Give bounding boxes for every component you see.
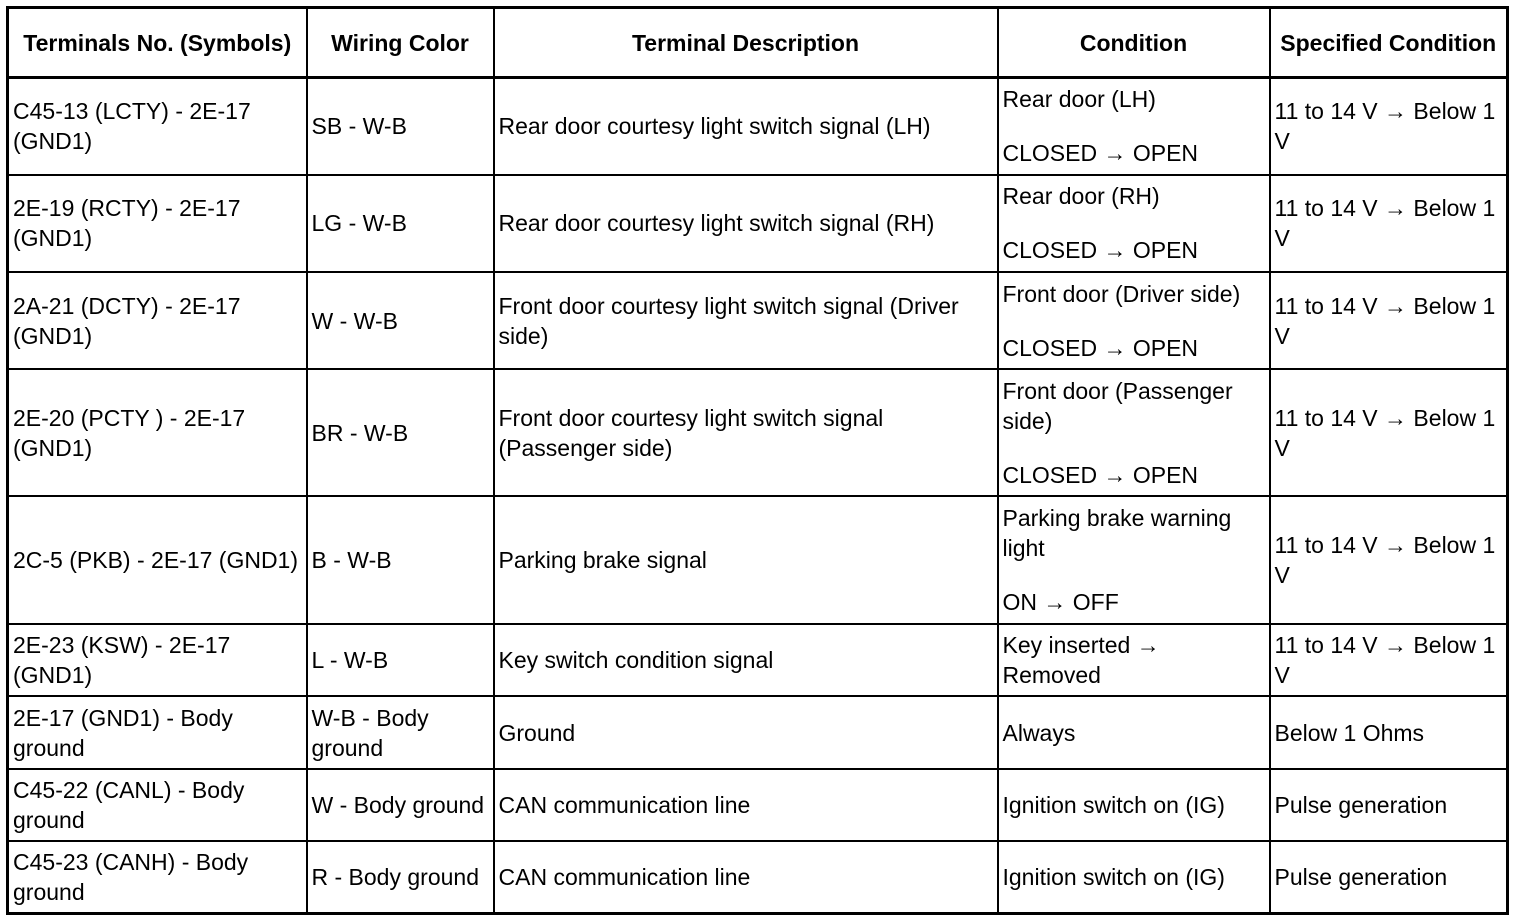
condition-change: CLOSED → OPEN <box>1002 461 1199 488</box>
condition-change: CLOSED → OPEN <box>1002 334 1199 361</box>
condition-item: Parking brake warning light <box>1002 505 1232 562</box>
description-cell: Rear door courtesy light switch signal (RH) <box>494 175 998 272</box>
header-wiring-color: Wiring Color <box>307 8 494 78</box>
table-row <box>8 78 1508 175</box>
table-row <box>8 769 1508 841</box>
specified-cell: Below 1 Ohms <box>1270 696 1508 769</box>
condition-cell: Key inserted → Removed <box>998 624 1270 696</box>
specified-cell: 11 to 14 V → Below 1 V <box>1270 78 1508 175</box>
wiring-cell: R - Body ground <box>307 841 494 913</box>
condition-cell: Ignition switch on (IG) <box>998 841 1270 913</box>
condition-cell <box>998 496 1270 623</box>
description-cell: Ground <box>494 696 998 769</box>
wiring-cell: BR - W-B <box>307 369 494 496</box>
condition-cell <box>998 369 1270 496</box>
specified-cell: 11 to 14 V → Below 1 V <box>1270 175 1508 272</box>
table-row <box>8 696 1508 769</box>
terminal-cell: 2C-5 (PKB) - 2E-17 (GND1) <box>8 496 307 623</box>
description-cell: Front door courtesy light switch signal (Driver side) <box>494 272 998 369</box>
table-row <box>8 272 1508 369</box>
description-cell: Rear door courtesy light switch signal (LH) <box>494 78 998 175</box>
terminal-cell: C45-13 (LCTY) - 2E-17 (GND1) <box>8 78 307 175</box>
header-terminal: Terminals No. (Symbols) <box>8 8 307 78</box>
condition-change: CLOSED → OPEN <box>1002 140 1199 167</box>
wiring-cell: B - W-B <box>307 496 494 623</box>
description-cell: CAN communication line <box>494 841 998 913</box>
specified-cell: Pulse generation <box>1270 769 1508 841</box>
description-cell: Front door courtesy light switch signal (Passenger side) <box>494 369 998 496</box>
terminal-cell: C45-23 (CANH) - Body ground <box>8 841 307 913</box>
terminal-cell: 2E-23 (KSW) - 2E-17 (GND1) <box>8 624 307 696</box>
header-specified-condition: Specified Condition <box>1270 8 1508 78</box>
condition-item: Front door (Driver side) <box>1002 280 1241 307</box>
condition-change: CLOSED → OPEN <box>1002 237 1199 264</box>
condition-cell <box>998 272 1270 369</box>
table-row <box>8 496 1508 623</box>
wiring-cell: SB - W-B <box>307 78 494 175</box>
condition-change: ON → OFF <box>1002 589 1119 616</box>
specified-cell: 11 to 14 V → Below 1 V <box>1270 272 1508 369</box>
description-cell: Parking brake signal <box>494 496 998 623</box>
wiring-cell: W-B - Body ground <box>307 696 494 769</box>
terminal-cell: 2E-19 (RCTY) - 2E-17 (GND1) <box>8 175 307 272</box>
wiring-cell: L - W-B <box>307 624 494 696</box>
specified-cell: 11 to 14 V → Below 1 V <box>1270 496 1508 623</box>
header-terminal-description: Terminal Description <box>494 8 998 78</box>
condition-cell <box>998 78 1270 175</box>
terminal-cell: 2E-20 (PCTY ) - 2E-17 (GND1) <box>8 369 307 496</box>
table-row <box>8 624 1508 696</box>
terminal-spec-table <box>6 6 1509 915</box>
terminal-cell: 2E-17 (GND1) - Body ground <box>8 696 307 769</box>
table-row <box>8 841 1508 913</box>
wiring-cell: LG - W-B <box>307 175 494 272</box>
header-condition: Condition <box>998 8 1270 78</box>
condition-cell: Always <box>998 696 1270 769</box>
specified-cell: 11 to 14 V → Below 1 V <box>1270 624 1508 696</box>
specified-cell: 11 to 14 V → Below 1 V <box>1270 369 1508 496</box>
table-row <box>8 369 1508 496</box>
wiring-cell: W - Body ground <box>307 769 494 841</box>
condition-item: Rear door (RH) <box>1002 183 1160 210</box>
wiring-cell: W - W-B <box>307 272 494 369</box>
terminal-cell: 2A-21 (DCTY) - 2E-17 (GND1) <box>8 272 307 369</box>
condition-cell <box>998 175 1270 272</box>
terminal-cell: C45-22 (CANL) - Body ground <box>8 769 307 841</box>
table-row <box>8 175 1508 272</box>
condition-item: Front door (Passenger side) <box>1002 377 1233 434</box>
condition-item: Rear door (LH) <box>1002 86 1156 113</box>
condition-cell: Ignition switch on (IG) <box>998 769 1270 841</box>
header-row <box>8 8 1508 78</box>
specified-cell: Pulse generation <box>1270 841 1508 913</box>
description-cell: CAN communication line <box>494 769 998 841</box>
description-cell: Key switch condition signal <box>494 624 998 696</box>
